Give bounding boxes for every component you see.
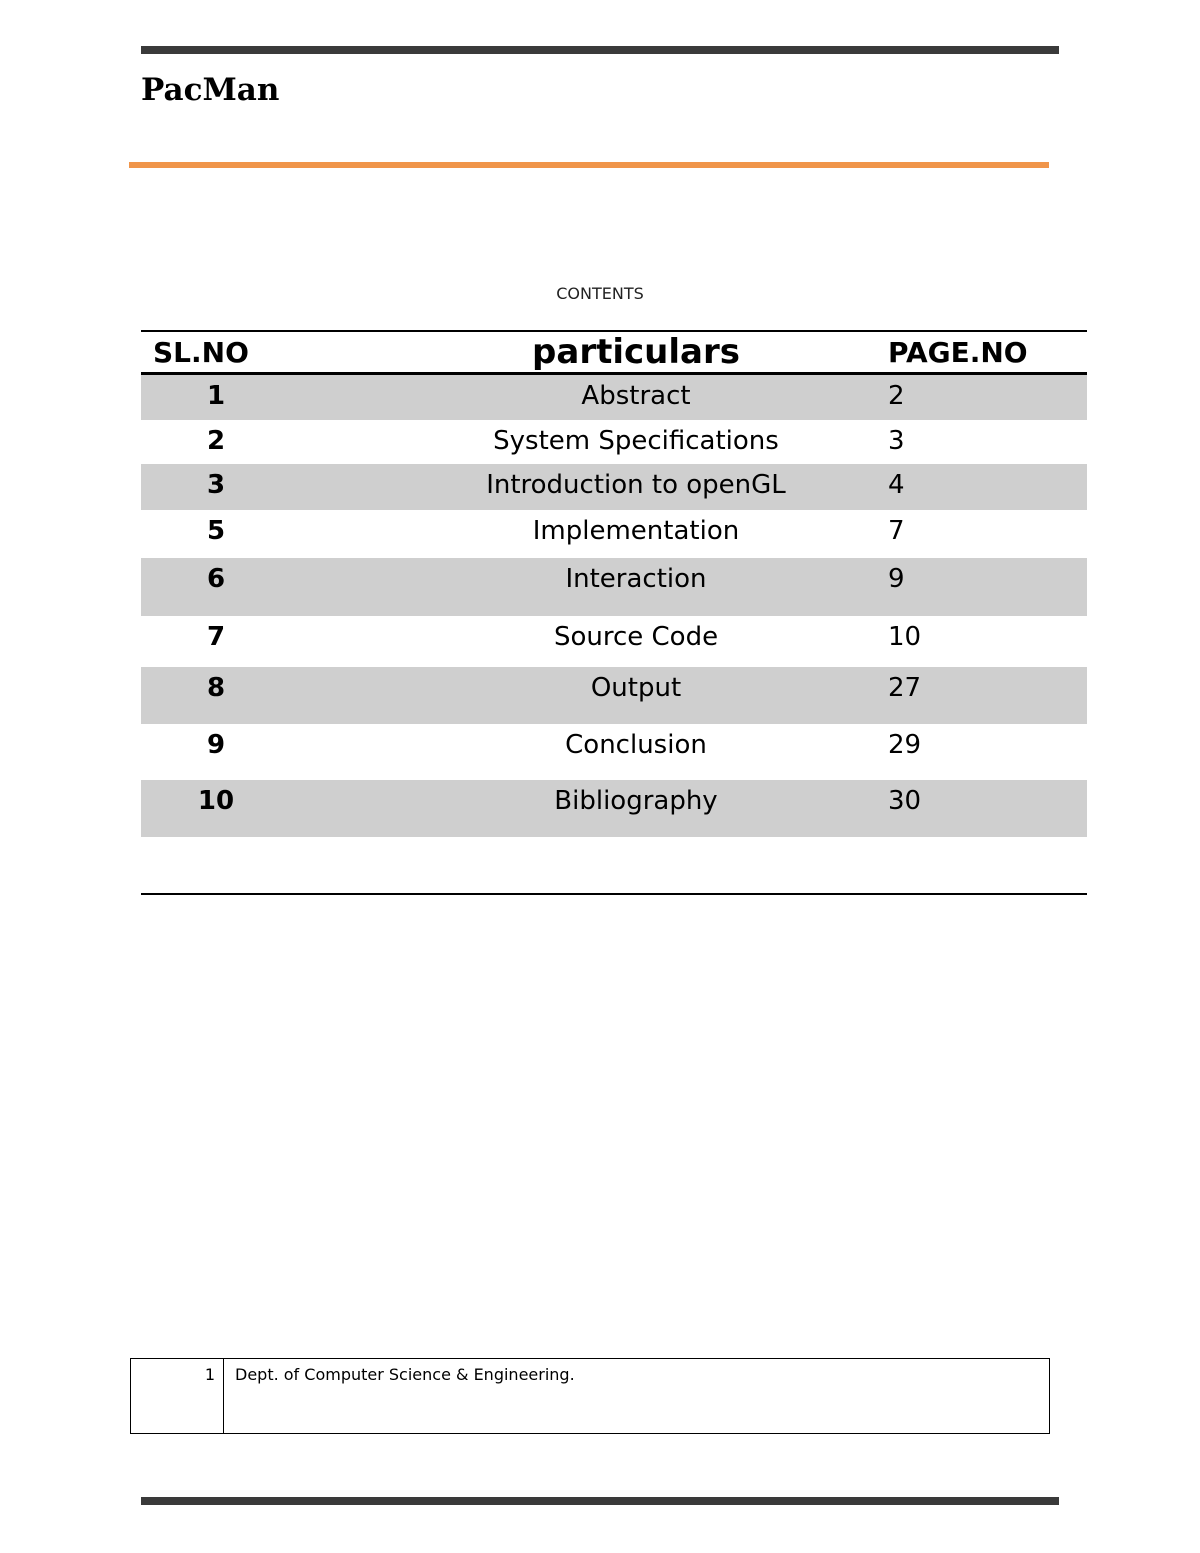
row-particular: Bibliography: [554, 785, 718, 816]
table-row: [141, 558, 1087, 616]
header-sl-no: SL.NO: [153, 335, 249, 369]
footer-bottom-rule: [141, 1497, 1059, 1505]
row-particular: Implementation: [532, 515, 740, 546]
row-page-no: 4: [888, 469, 905, 500]
row-sl-no: 10: [197, 785, 235, 816]
table-row: [141, 724, 1087, 780]
row-sl-no: 8: [206, 672, 226, 703]
table-of-contents: [141, 330, 1087, 837]
footer-page-number: 1: [131, 1359, 224, 1433]
table-row: [141, 374, 1087, 420]
row-particular: Source Code: [553, 621, 719, 652]
table-row: [141, 667, 1087, 724]
table-row: [141, 510, 1087, 558]
document-title: PacMan: [141, 72, 280, 108]
contents-heading: CONTENTS: [556, 284, 644, 303]
row-sl-no: 2: [206, 425, 226, 456]
table-row: [141, 616, 1087, 667]
page-footer: [130, 1358, 1050, 1434]
row-particular: Interaction: [565, 563, 707, 594]
row-particular: Output: [590, 672, 682, 703]
row-page-no: 3: [888, 425, 905, 456]
row-page-no: 9: [888, 563, 905, 594]
table-row: [141, 420, 1087, 464]
row-sl-no: 7: [206, 621, 226, 652]
row-sl-no: 3: [206, 469, 226, 500]
table-end-rule: [141, 893, 1087, 895]
table-row: [141, 464, 1087, 510]
footer-department: Dept. of Computer Science & Engineering.: [235, 1365, 575, 1384]
row-page-no: 10: [888, 621, 922, 652]
row-page-no: 29: [888, 729, 922, 760]
header-page-no: PAGE.NO: [888, 335, 1028, 369]
row-particular: Abstract: [581, 381, 691, 411]
row-sl-no: 6: [206, 563, 226, 594]
row-particular: Conclusion: [565, 729, 707, 760]
row-page-no: 27: [888, 672, 922, 703]
row-page-no: 2: [888, 381, 905, 411]
table-row: [141, 780, 1087, 837]
row-sl-no: 9: [206, 729, 226, 760]
row-particular: Introduction to openGL: [486, 469, 786, 500]
toc-header-row: [141, 331, 1087, 374]
row-page-no: 7: [888, 515, 905, 546]
row-particular: System Specifications: [493, 425, 779, 456]
row-sl-no: 5: [206, 515, 226, 546]
header-particulars: particulars: [532, 332, 740, 372]
header-top-rule: [141, 46, 1059, 54]
row-page-no: 30: [888, 785, 922, 816]
header-accent-rule: [129, 162, 1049, 168]
row-sl-no: 1: [206, 381, 226, 411]
